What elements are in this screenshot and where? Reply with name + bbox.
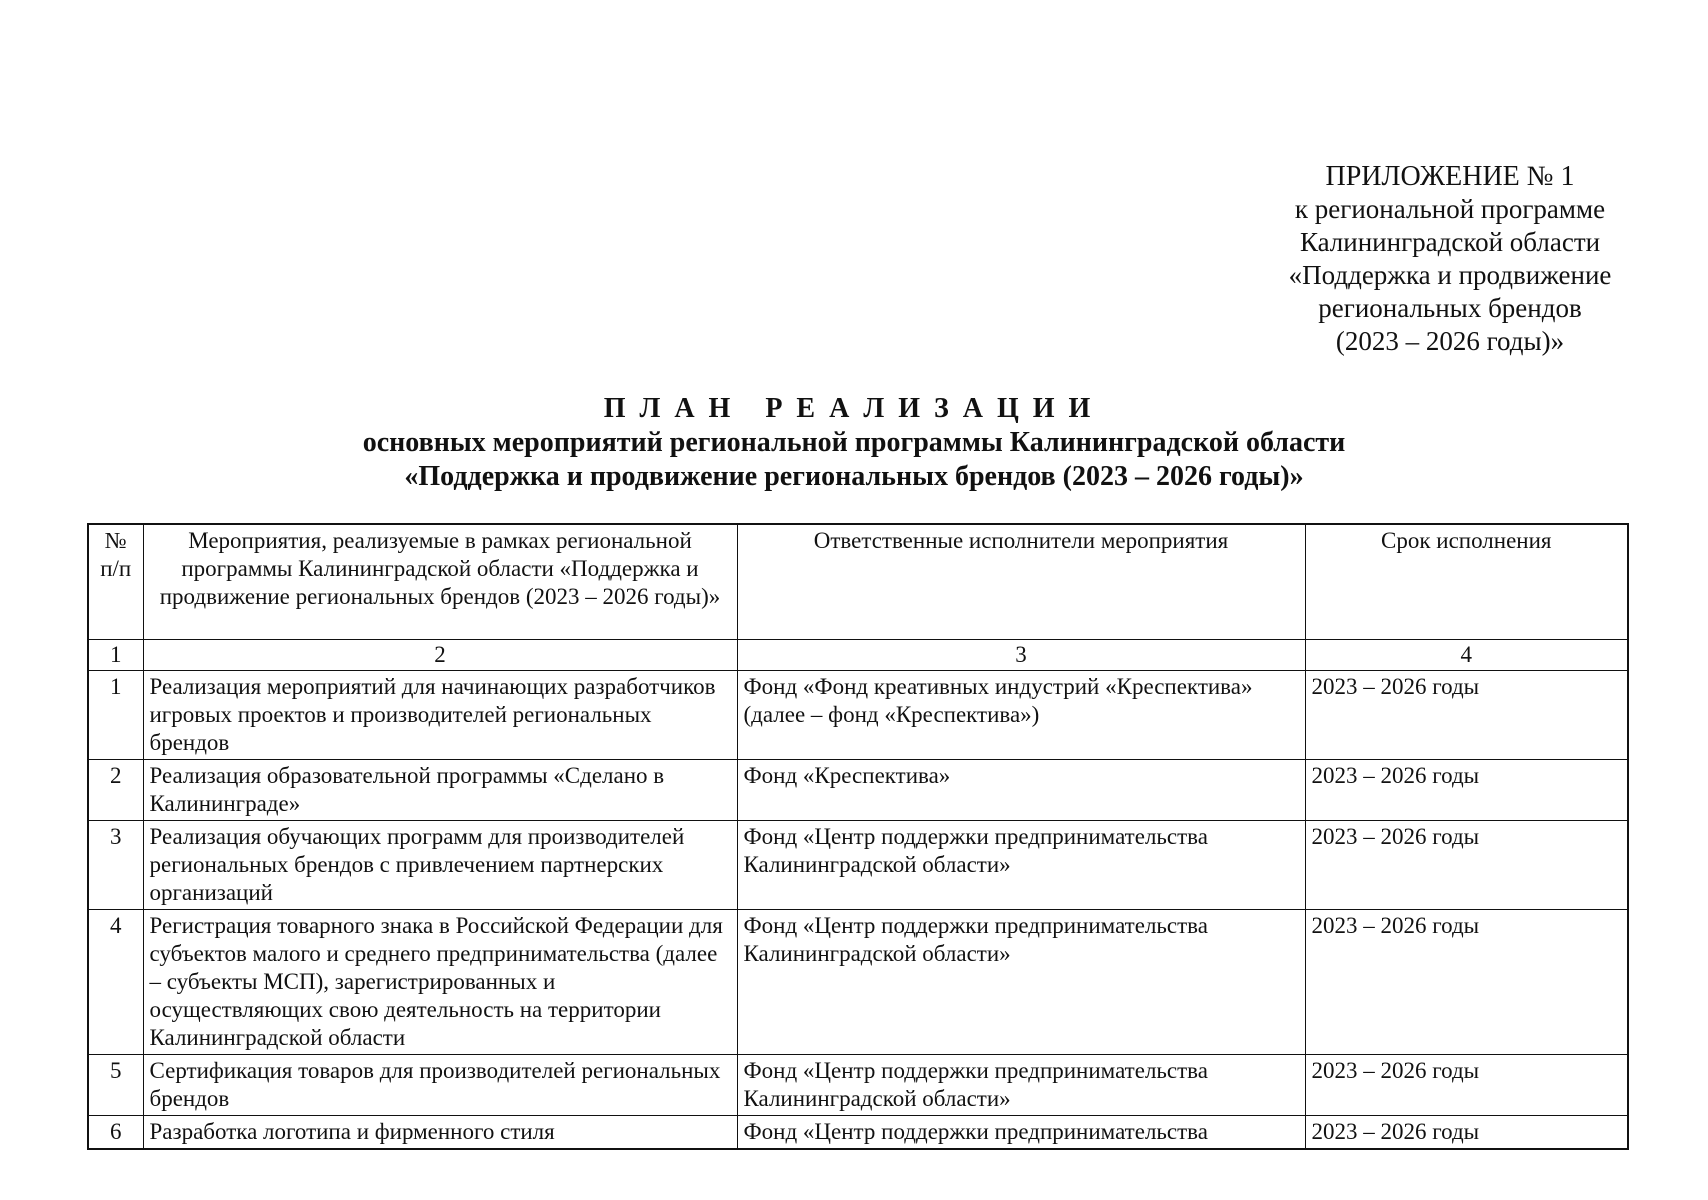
row-term: 2023 – 2026 годы (1305, 821, 1628, 910)
row-number: 2 (88, 760, 143, 821)
table-row (88, 1055, 1628, 1116)
column-number: 4 (1305, 640, 1628, 671)
row-number: 1 (88, 671, 143, 760)
header-number: № п/п (88, 524, 143, 640)
row-executor: Фонд «Центр поддержки предпринимательства Калининградской области» (737, 910, 1305, 1055)
table-row (88, 760, 1628, 821)
row-term: 2023 – 2026 годы (1305, 760, 1628, 821)
appendix-line: (2023 – 2026 годы)» (1335, 326, 1565, 356)
row-executor: Фонд «Центр поддержки предпринимательства (737, 1116, 1305, 1150)
appendix-line: «Поддержка и продвижение (1288, 260, 1612, 290)
plan-title: ПЛАН РЕАЛИЗАЦИИ (603, 393, 1105, 424)
row-activity: Реализация обучающих программ для производителей региональных брендов с привлечением партнерских организаций (143, 821, 737, 910)
row-executor: Фонд «Фонд креативных индустрий «Креспектива» (далее – фонд «Креспектива») (737, 671, 1305, 760)
column-number: 1 (88, 640, 143, 671)
plan-subtitle-1: основных мероприятий региональной программы Калининградской области (362, 427, 1346, 458)
row-number: 4 (88, 910, 143, 1055)
table-header-row (88, 524, 1628, 640)
table-row (88, 910, 1628, 1055)
row-activity: Разработка логотипа и фирменного стиля (143, 1116, 737, 1150)
document-title (0, 392, 1708, 494)
column-number: 3 (737, 640, 1305, 671)
row-term: 2023 – 2026 годы (1305, 1055, 1628, 1116)
table-row (88, 1116, 1628, 1150)
appendix-line: Калининградской области (1299, 227, 1601, 257)
row-executor: Фонд «Центр поддержки предпринимательства Калининградской области» (737, 821, 1305, 910)
plan-table (87, 523, 1629, 1150)
row-activity: Реализация мероприятий для начинающих разработчиков игровых проектов и производителей региональных брендов (143, 671, 737, 760)
row-number: 5 (88, 1055, 143, 1116)
appendix-block (1240, 160, 1660, 358)
row-activity: Сертификация товаров для производителей региональных брендов (143, 1055, 737, 1116)
appendix-line: к региональной программе (1294, 194, 1606, 224)
row-term: 2023 – 2026 годы (1305, 671, 1628, 760)
appendix-heading: ПРИЛОЖЕНИЕ № 1 (1325, 161, 1575, 192)
row-term: 2023 – 2026 годы (1305, 1116, 1628, 1150)
row-number: 3 (88, 821, 143, 910)
row-executor: Фонд «Креспектива» (737, 760, 1305, 821)
header-activity: Мероприятия, реализуемые в рамках региональной программы Калининградской области «Поддержка и продвижение региональных брендов (2023 – 2026 годы)» (143, 524, 737, 640)
header-term: Срок исполнения (1305, 524, 1628, 640)
row-term: 2023 – 2026 годы (1305, 910, 1628, 1055)
appendix-line: региональных брендов (1318, 293, 1582, 323)
header-executor: Ответственные исполнители мероприятия (737, 524, 1305, 640)
column-number-row (88, 640, 1628, 671)
row-activity: Реализация образовательной программы «Сделано в Калининграде» (143, 760, 737, 821)
table-row (88, 821, 1628, 910)
row-activity: Регистрация товарного знака в Российской Федерации для субъектов малого и среднего предпринимательства (далее – субъекты МСП), зарегистрированных и осуществляющих свою деятельность на территории Калининградской области (143, 910, 737, 1055)
row-executor: Фонд «Центр поддержки предпринимательства Калининградской области» (737, 1055, 1305, 1116)
plan-subtitle-2: «Поддержка и продвижение региональных брендов (2023 – 2026 годы)» (404, 461, 1304, 492)
table-row (88, 671, 1628, 760)
column-number: 2 (143, 640, 737, 671)
row-number: 6 (88, 1116, 143, 1150)
